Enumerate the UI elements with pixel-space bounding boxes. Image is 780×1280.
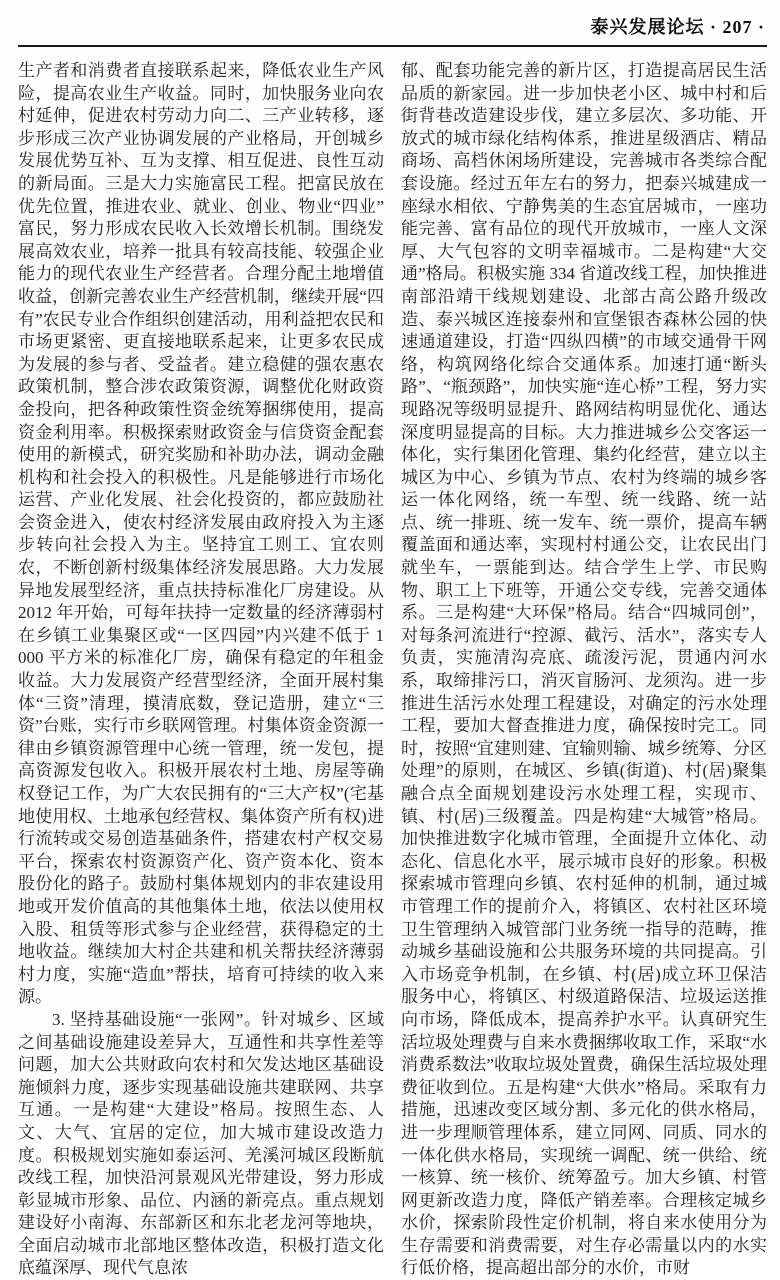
paragraph-section-3: 3. 坚持基础设施“一张网”。针对城乡、区域之间基础设施建设差异大，互通性和共享性差等问题，加大公共财政向农村和欠发达地区基础设施倾斜力度，逐步实现基础设施共建联网、共享互通。一是构建“大建设”格局。按照生态、人文、大气、宜居的定位，加大城市建设改造力度。积极规划实施如泰运河、羌溪河城区段断航改线工程，加快沿河景观风光带建设，努力形成彰显城市形象、品位、内涵的新亮点。重点规划建设好小南海、东部新区和东北老龙河等地块，全面启动城市北部地区整体改造，积极打造文化底蕴深厚、现代气息浓 — [18, 1009, 384, 1278]
paragraph-continuation: 生产者和消费者直接联系起来，降低农业生产风险，提高农业生产收益。同时，加快服务业向农村延伸，促进农村劳动力向二、三产业转移，逐步形成三次产业协调发展的产业格局，开创城乡发展优势互补、互为支撑、相互促进、良性互动的新局面。三是大力实施富民工程。把富民放在优先位置，推进农业、就业、创业、物业“四业”富民，努力形成农民收入长效增长机制。围绕发展高效农业，培养一批具有较高技能、较强企业能力的现代农业生产经营者。合理分配土地增值收益，创新完善农业生产经营机制，继续开展“四有”农民专业合作组织创建活动，用利益把农民和市场更紧密、更直接地联系起来，让更多农民成为发展的参与者、受益者。建立稳健的强农惠农政策机制，整合涉农政策资源，调整优化财政资金投向，把各种政策性资金统筹捆绑使用，提高资金利用率。积极探索财政资金与信贷资金配套使用的新模式，研究奖励和补助办法，调动金融机构和社会投入的积极性。凡是能够进行市场化运营、产业化发展、社会化投资的，都应鼓励社会资金进入，使农村经济发展由政府投入为主逐步转向社会投入为主。坚持宜工则工、宜农则农，不断创新村级集体经济发展思路。大力发展异地发展型经济，重点扶持标准化厂房建设。从 2012 年开始，可每年扶持一定数量的经济薄弱村在乡镇工业集聚区或“一区四园”内兴建不低于 1 000 平方米的标准化厂房，确保有稳定的年租金收益。大力发展资产经营型经济，全面开展村集体“三资”清理，摸清底数，登记造册，建立“三资”台账，实行市乡联网管理。村集体资金资源一律由乡镇资源管理中心统一管理，统一发包，提高资源发包收入。积极开展农村土地、房屋等确权登记工作，为广大农民拥有的“三大产权”(宅基地使用权、土地承包经营权、集体资产所有权)进行流转或交易创造基础条件，搭建农村产权交易平台，探索农村资源资产化、资产资本化、资本股份化的路子。鼓励村集体规划内的非农建设用地或开发价值高的其他集体土地，依法以使用权入股、租赁等形式参与企业经营，获得稳定的土地收益。继续加大村企共建和机关帮扶经济薄弱村力度，实施“造血”帮扶，培育可持续的收入来源。 — [18, 61, 384, 1007]
running-head: 泰兴发展论坛 · 207 · — [590, 17, 765, 37]
right-column — [401, 60, 767, 1280]
paragraph-continuation: 郁、配套功能完善的新片区，打造提高居民生活品质的新家园。进一步加快老小区、城中村和后街背巷改造建设步伐，建立多层次、多功能、开放式的城市绿化结构体系，推进星级酒店、精品商场、高档休闲场所建设，完善城市各类综合配套设施。经过五年左右的努力，把泰兴城建成一座绿水相依、宁静隽美的生态宜居城市，一座功能完善、富有品位的现代开放城市，一座人文深厚、大气包容的文明幸福城市。二是构建“大交通”格局。积极实施 334 省道改线工程，加快推进南部沿靖干线规划建设、北部古高公路升级改造、泰兴城区连接泰州和宣堡银杏森林公园的快速通道建设，打造“四纵四横”的市域交通骨干网络，构筑网络化综合交通体系。加速打通“断头路”、“瓶颈路”，加快实施“连心桥”工程，努力实现路况等级明显提升、路网结构明显优化、通达深度明显提高的目标。大力推进城乡公交客运一体化，实行集团化管理、集约化经营，建立以主城区为中心、乡镇为节点、农村为终端的城乡客运一体化网络，统一车型、统一线路、统一站点、统一排班、统一发车、统一票价，提高车辆覆盖面和通达率，实现村村通公交，让农民出门就坐车，一票能到达。结合学生上学、市民购物、职工上下班等，开通公交专线，完善交通体系。三是构建“大环保”格局。结合“四城同创”，对每条河流进行“控源、截污、活水”，落实专人负责，实施清沟亮底、疏浚污泥，贯通内河水系，取缔排污口，消灭盲肠河、龙须沟。进一步推进生活污水处理工程建设，对确定的污水处理工程，要加大督查推进力度，确保按时完工。同时，按照“宜建则建、宜输则输、城乡统筹、分区处理”的原则，在城区、乡镇(街道)、村(居)聚集融合点全面规划建设污水处理工程，实现市、镇、村(居)三级覆盖。四是构建“大城管”格局。加快推进数字化城市管理，全面提升立体化、动态化、信息化水平，展示城市良好的形象。积极探索城市管理向乡镇、农村延伸的机制，通过城市管理工作的提前介入，将镇区、农村社区环境卫生管理纳入城管部门业务统一指导的范畴，推动城乡基础设施和公共服务环境的共同提高。引入市场竞争机制，在乡镇、村(居)成立环卫保洁服务中心，将镇区、村级道路保洁、垃圾运送推向市场，降低成本，提高养护水平。认真研究生活垃圾处理费与自来水费捆绑收取工作，采取“水消费系数法”收取垃圾处置费，确保生活垃圾处理费征收到位。五是构建“大供水”格局。采取有力措施，迅速改变区域分割、多元化的供水格局，进一步理顺管理体系，建立同网、同质、同水的一体化供水格局，实现统一调配、统一供给、统一核算、统一核价、统筹盈亏。加大乡镇、村管网更新改造力度，降低产销差率。合理核定城乡水价，探索阶段性定价机制，将自来水使用分为生存需要和消费需要，对生存必需量以内的水实行低价格，提高超出部分的水价，市财 — [401, 61, 767, 1278]
page-body — [18, 60, 767, 1280]
page-header — [18, 14, 767, 40]
left-column — [18, 60, 384, 1280]
header-rule — [18, 45, 767, 47]
